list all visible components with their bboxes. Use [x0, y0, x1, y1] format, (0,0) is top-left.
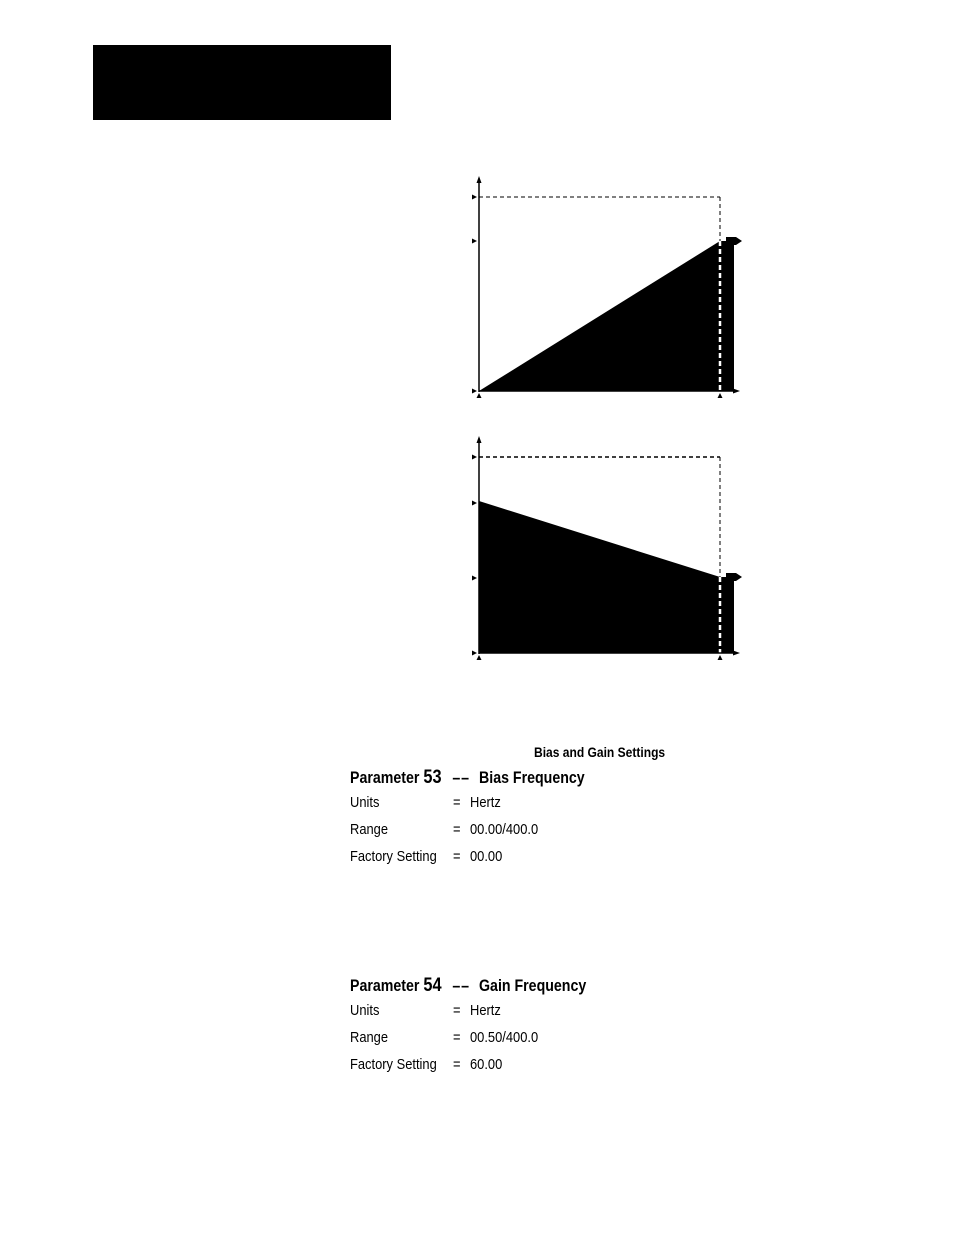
parameter-53-range-row [350, 816, 770, 843]
lower-graph [472, 436, 742, 660]
parameter-54-block [350, 975, 770, 1078]
lower-y-tick-gain [472, 576, 477, 581]
parameter-53-block [350, 767, 770, 870]
parameter-54-number: 54 [423, 975, 442, 996]
upper-y-axis-arrowhead [477, 176, 482, 183]
parameter-54-title [350, 975, 711, 997]
upper-y-tick-zero [472, 389, 477, 394]
parameter-53-factory-row [350, 843, 770, 870]
bias-gain-figure [464, 170, 754, 670]
figure-caption: Bias and Gain Settings [534, 744, 666, 760]
row-equals: = [453, 848, 461, 865]
upper-y-tick-max [472, 195, 477, 200]
bias-gain-diagram [464, 170, 754, 670]
row-equals: = [453, 794, 461, 811]
row-value: 00.50/400.0 [470, 1029, 539, 1046]
row-label: Units [350, 794, 380, 811]
row-value: Hertz [470, 1002, 501, 1019]
row-value: 60.00 [470, 1056, 503, 1073]
row-equals: = [453, 1002, 461, 1019]
lower-x-tick-zero [477, 655, 482, 660]
lower-y-tick-zero [472, 651, 477, 656]
parameter-54-factory-row [350, 1051, 770, 1078]
row-value: 00.00/400.0 [470, 821, 539, 838]
parameter-53-label: Parameter [350, 769, 420, 787]
row-label: Factory Setting [350, 1056, 437, 1073]
row-label: Range [350, 1029, 389, 1046]
upper-ramp-fill [479, 241, 734, 391]
row-label: Factory Setting [350, 848, 437, 865]
row-equals: = [453, 1029, 461, 1046]
lower-x-tick-max [718, 655, 723, 660]
parameter-54-separator: –– [452, 977, 470, 995]
row-label: Range [350, 821, 389, 838]
upper-y-tick-gain [472, 239, 477, 244]
lower-y-tick-bias [472, 501, 477, 506]
parameter-54-name: Gain Frequency [479, 977, 587, 995]
parameter-53-name: Bias Frequency [479, 769, 585, 787]
upper-x-axis-arrowhead [733, 389, 740, 394]
lower-y-tick-max [472, 455, 477, 460]
chapter-header-block [93, 45, 391, 120]
parameter-54-units-row [350, 997, 770, 1024]
lower-ramp-fill [479, 501, 734, 653]
parameter-53-title [350, 767, 711, 789]
upper-x-tick-zero [477, 393, 482, 398]
parameter-54-range-row [350, 1024, 770, 1051]
upper-x-tick-max [718, 393, 723, 398]
upper-graph [472, 176, 742, 398]
lower-ramp-arrow [726, 573, 742, 581]
upper-ramp-arrow [726, 237, 742, 245]
row-value: Hertz [470, 794, 501, 811]
parameter-53-units-row [350, 789, 770, 816]
parameter-54-label: Parameter [350, 977, 420, 995]
lower-y-axis-arrowhead [477, 436, 482, 443]
row-label: Units [350, 1002, 380, 1019]
row-equals: = [453, 821, 461, 838]
parameter-53-separator: –– [452, 769, 470, 787]
lower-x-axis-arrowhead [733, 651, 740, 656]
parameter-53-number: 53 [423, 767, 442, 788]
row-equals: = [453, 1056, 461, 1073]
row-value: 00.00 [470, 848, 503, 865]
